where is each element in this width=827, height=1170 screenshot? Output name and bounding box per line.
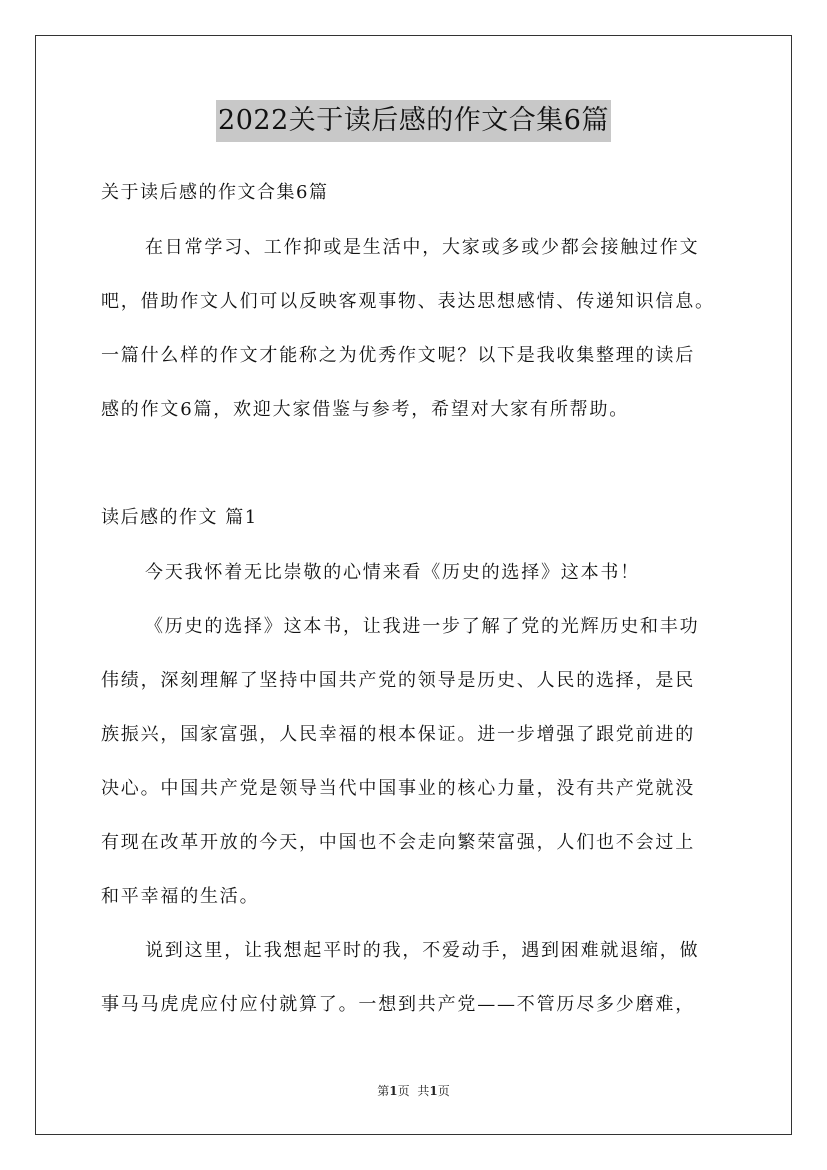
- section-line: 说到这里，让我想起平时的我，不爱动手，遇到困难就退缩，做: [145, 940, 700, 961]
- section-line: 伟绩，深刻理解了坚持中国共产党的领导是历史、人民的选择，是民: [101, 670, 695, 691]
- section-line: 族振兴，国家富强，人民幸福的根本保证。进一步增强了跟党前进的: [101, 724, 695, 745]
- document-title: 2022关于读后感的作文合集6篇: [216, 100, 611, 142]
- intro-line: 在日常学习、工作抑或是生活中，大家或多或少都会接触过作文: [145, 237, 700, 258]
- document-subtitle: 关于读后感的作文合集6篇: [101, 182, 329, 203]
- total-label-prefix: 共: [417, 1084, 430, 1098]
- section-body: [101, 546, 731, 1032]
- total-pages: 1: [429, 1084, 438, 1098]
- document-title-container: [0, 100, 827, 142]
- section-line: 《历史的选择》这本书，让我进一步了解了党的光辉历史和丰功: [145, 616, 700, 637]
- section-line: 决心。中国共产党是领导当代中国事业的核心力量，没有共产党就没: [101, 778, 695, 799]
- page-label-prefix: 第: [377, 1084, 390, 1098]
- total-label-suffix: 页: [437, 1084, 450, 1098]
- section-heading: 读后感的作文 篇1: [101, 507, 258, 528]
- section-line: 有现在改革开放的今天，中国也不会走向繁荣富强，人们也不会过上: [101, 832, 695, 853]
- intro-line: 吧，借助作文人们可以反映客观事物、表达思想感情、传递知识信息。: [101, 291, 715, 312]
- section-line: 和平幸福的生活。: [101, 886, 260, 907]
- page-footer: [0, 1081, 827, 1101]
- page-label-suffix: 页: [397, 1084, 410, 1098]
- page-number: 1: [389, 1084, 398, 1098]
- intro-paragraph: [101, 221, 731, 437]
- section-line: 事马马虎虎应付应付就算了。一想到共产党——不管历尽多少磨难，: [101, 994, 695, 1015]
- section-line: 今天我怀着无比崇敬的心情来看《历史的选择》这本书！: [145, 562, 640, 583]
- intro-line: 一篇什么样的作文才能称之为优秀作文呢？以下是我收集整理的读后: [101, 345, 695, 366]
- intro-line: 感的作文6篇，欢迎大家借鉴与参考，希望对大家有所帮助。: [101, 399, 630, 420]
